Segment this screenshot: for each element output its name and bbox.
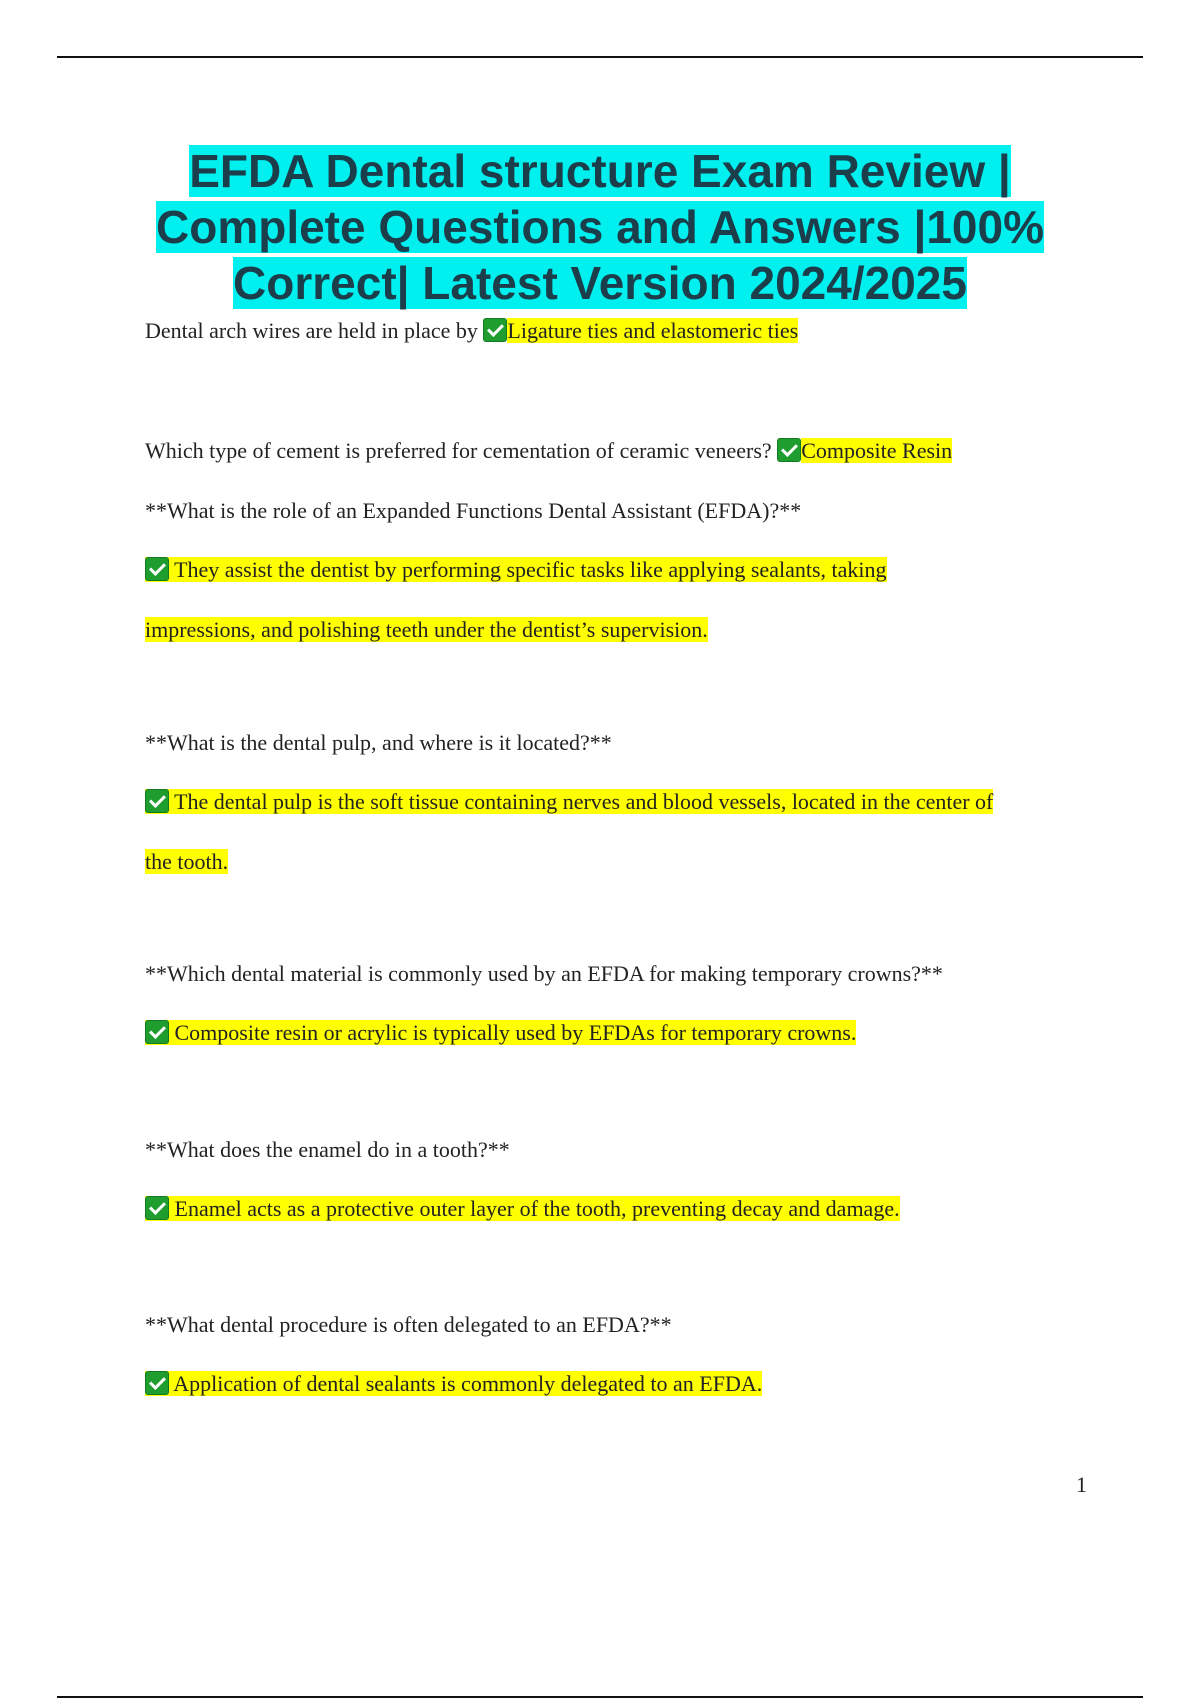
answer-text: Composite resin or acrylic is typically used by EFDAs for temporary crowns. xyxy=(169,1020,857,1045)
answer-text: Ligature ties and elastomeric ties xyxy=(507,318,799,343)
question-text: **What dental procedure is often delegated to an EFDA?** xyxy=(145,1312,672,1337)
answer-line xyxy=(145,787,993,817)
qa-item-2 xyxy=(145,436,952,466)
question-text: **Which dental material is commonly used by an EFDA for making temporary crowns?** xyxy=(145,961,943,986)
answer-line xyxy=(145,1194,900,1224)
title-line-2: Complete Questions and Answers |100% xyxy=(156,201,1044,253)
answer-line xyxy=(145,615,708,645)
check-mark-icon xyxy=(777,438,801,462)
question-text: **What does the enamel do in a tooth?** xyxy=(145,1137,510,1162)
check-mark-icon xyxy=(145,557,169,581)
check-mark-icon xyxy=(145,1196,169,1220)
top-rule xyxy=(57,56,1143,58)
page-number: 1 xyxy=(1076,1472,1087,1497)
answer-line xyxy=(145,555,887,585)
answer-text: impressions, and polishing teeth under the dentist’s supervision. xyxy=(145,617,708,642)
title-line-3: Correct| Latest Version 2024/2025 xyxy=(233,257,967,309)
answer-text: Application of dental sealants is commonly delegated to an EFDA. xyxy=(169,1371,763,1396)
answer-line xyxy=(145,1369,762,1399)
question-text: Which type of cement is preferred for cementation of ceramic veneers? xyxy=(145,438,778,463)
answer-text: the tooth. xyxy=(145,849,229,874)
answer-line xyxy=(145,847,228,877)
title-line-1: EFDA Dental structure Exam Review | xyxy=(189,145,1011,197)
check-mark-icon xyxy=(145,1371,169,1395)
answer-text: They assist the dentist by performing specific tasks like applying sealants, taking xyxy=(169,557,887,582)
document-title xyxy=(60,143,1140,311)
bottom-rule xyxy=(57,1696,1143,1698)
answer-text: Composite Resin xyxy=(801,438,953,463)
question-text: Dental arch wires are held in place by xyxy=(145,318,484,343)
check-mark-icon xyxy=(483,318,507,342)
check-mark-icon xyxy=(145,789,169,813)
question-text: **What is the role of an Expanded Functions Dental Assistant (EFDA)?** xyxy=(145,498,802,523)
qa-item-1 xyxy=(145,316,798,346)
answer-text: Enamel acts as a protective outer layer of the tooth, preventing decay and damage. xyxy=(169,1196,900,1221)
answer-line xyxy=(145,1018,856,1048)
answer-text: The dental pulp is the soft tissue containing nerves and blood vessels, located in the center of xyxy=(169,789,994,814)
question-text: **What is the dental pulp, and where is it located?** xyxy=(145,730,612,755)
check-mark-icon xyxy=(145,1020,169,1044)
